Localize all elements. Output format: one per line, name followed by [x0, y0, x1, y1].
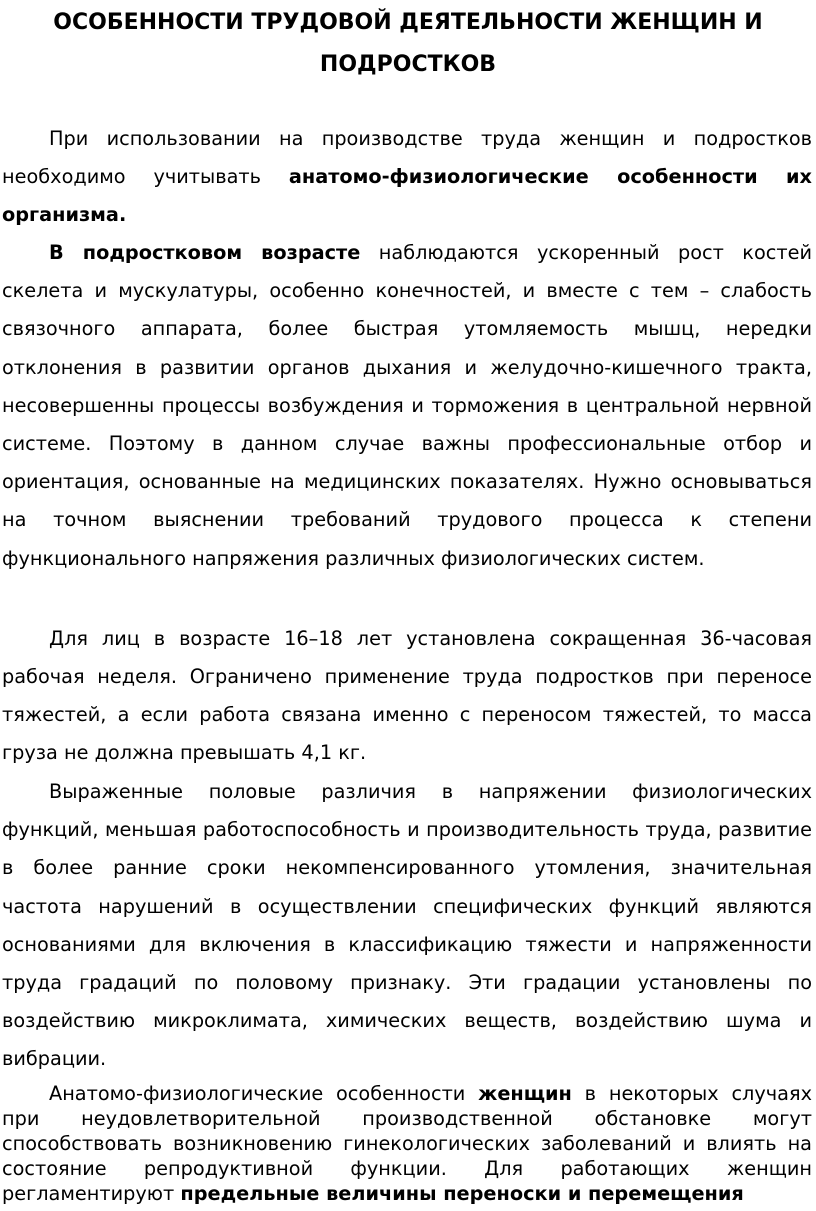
- page-title: ОСОБЕННОСТИ ТРУДОВОЙ ДЕЯТЕЛЬНОСТИ ЖЕНЩИН И ПОДРОСТКОВ: [53, 10, 763, 77]
- paragraph-working-week-text: Для лиц в возрасте 16–18 лет установлена сокращенная 36-часовая рабочая неделя. Ограничено применение труда подростков при переносе тяжестей, а если работа связана именно с переносом тяжестей, то масса груза не должна превышать 4,1 кг.: [2, 627, 812, 764]
- paragraph-women-bold-women: женщин: [478, 1082, 572, 1105]
- paragraph-intro-bold: анатомо-физиологические особенности их организма.: [2, 165, 812, 226]
- paragraph-women: [2, 1081, 812, 1206]
- paragraph-adolescents-bold: В подростковом возрасте: [49, 241, 361, 264]
- paragraph-working-week: [2, 620, 812, 772]
- paragraph-gender-differences: [2, 773, 812, 1079]
- paragraph-intro: [2, 120, 812, 234]
- paragraph-women-text-before: Анатомо-физиологические особенности: [49, 1082, 479, 1105]
- paragraph-adolescents-text: наблюдаются ускоренный рост костей скелета и мускулатуры, особенно конечностей, и вместе с тем – слабость связочного аппарата, более быстрая утомляемость мышц, нередки отклонения в развитии органов дыхания и желудочно-кишечного тракта, несовершенны процессы возбуждения и торможения в центральной нервной системе. Поэтому в данном случае важны профессиональные отбор и ориентация, основанные на медицинских показателях. Нужно основываться на точном выяснении требований трудового процесса к степени функционального напряжения различных физиологических систем.: [2, 241, 812, 570]
- paragraph-gender-differences-text: Выраженные половые различия в напряжении физиологических функций, меньшая работоспособность и производительность труда, развитие в более ранние сроки некомпенсированного утомления, значительная частота нарушений в осуществлении специфических функций являются основаниями для включения в классификацию тяжести и напряженности труда градаций по половому признаку. Эти градации установлены по воздействию микроклимата, химических веществ, воздействию шума и вибрации.: [2, 780, 812, 1071]
- paragraph-women-text-middle: в некоторых случаях при неудовлетворительной производственной обстановке могут способствовать возникновению гинекологических заболеваний и влиять на состояние репродуктивной функции. Для работающих женщин регламентируют: [2, 1082, 812, 1205]
- paragraph-adolescents: [2, 234, 812, 578]
- paragraph-intro-text: При использовании на производстве труда женщин и подростков необходимо учитывать: [2, 127, 812, 188]
- paragraph-women-bold-limits: предельные величины переноски и перемещения: [180, 1182, 744, 1205]
